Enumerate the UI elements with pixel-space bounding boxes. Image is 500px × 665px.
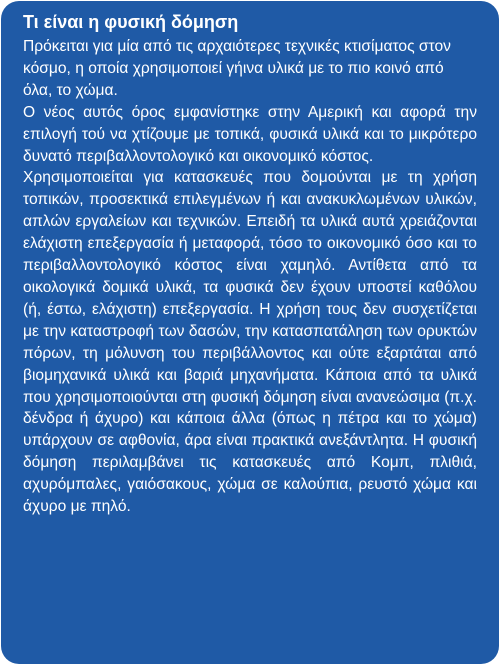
info-box [1, 1, 499, 664]
box-title: Τι είναι η φυσική δόμηση [23, 12, 239, 32]
paragraph-origin: Ο νέος αυτός όρος εμφανίστηκε στην Αμερική και αφορά την επιλογή τού να χτίζουμε με τοπικά, φυσικά υλικά και το μικρότερο δυνατό περιβαλλοντολογικό και οικονομικό κόστος. [23, 103, 477, 165]
paragraph-intro: Πρόκειται για μία από τις αρχαιότερες τεχνικές κτισίματος στον κόσμο, η οποία χρησιμοποιεί γήινα υλικά με το πιο κοινό από όλα, το χώμα. [23, 38, 451, 99]
paragraph-details: Χρησιμοποιείται για κατασκευές που δομούνται με τη χρήση τοπικών, προσεκτικά επιλεγμένων ή και ανακυκλωμένων υλικών, απλών εργαλείων και τεχνικών. Επειδή τα υλικά αυτά χρειάζονται ελάχιστη επεξεργασία ή μεταφορά, τόσο το οικονομικό όσο και το περιβαλλοντολογικό κόστος είναι χαμηλό. Αντίθετα από τα οικολογικά δομικά υλικά, τα φυσικά δεν έχουν υποστεί καθόλου (ή, έστω, ελάχιστη) επεξεργασία. Η χρήση τους δεν συσχετίζεται με την καταστροφή των δασών, την κατασπατάληση των ορυκτών πόρων, τη μόλυνση του περιβάλλοντος και ούτε εξαρτάται από βιομηχανικά υλικά και βαριά μηχανήματα. Κάποια από τα υλικά που χρησιμοποιούνται στη φυσική δόμηση είναι ανανεώσιμα (π.χ. δένδρα ή άχυρο) και κάποια άλλα (όπως η πέτρα και το χώμα) υπάρχουν σε αφθονία, άρα είναι πρακτικά ανεξάντλητα. Η φυσική δόμηση περιλαμβάνει τις κατασκευές από Κομπ, πλιθιά, αχυρόμπαλες, γαιόσακους, χώμα σε καλούπια, ρευστό χώμα και άχυρο με πηλό. [23, 169, 477, 516]
